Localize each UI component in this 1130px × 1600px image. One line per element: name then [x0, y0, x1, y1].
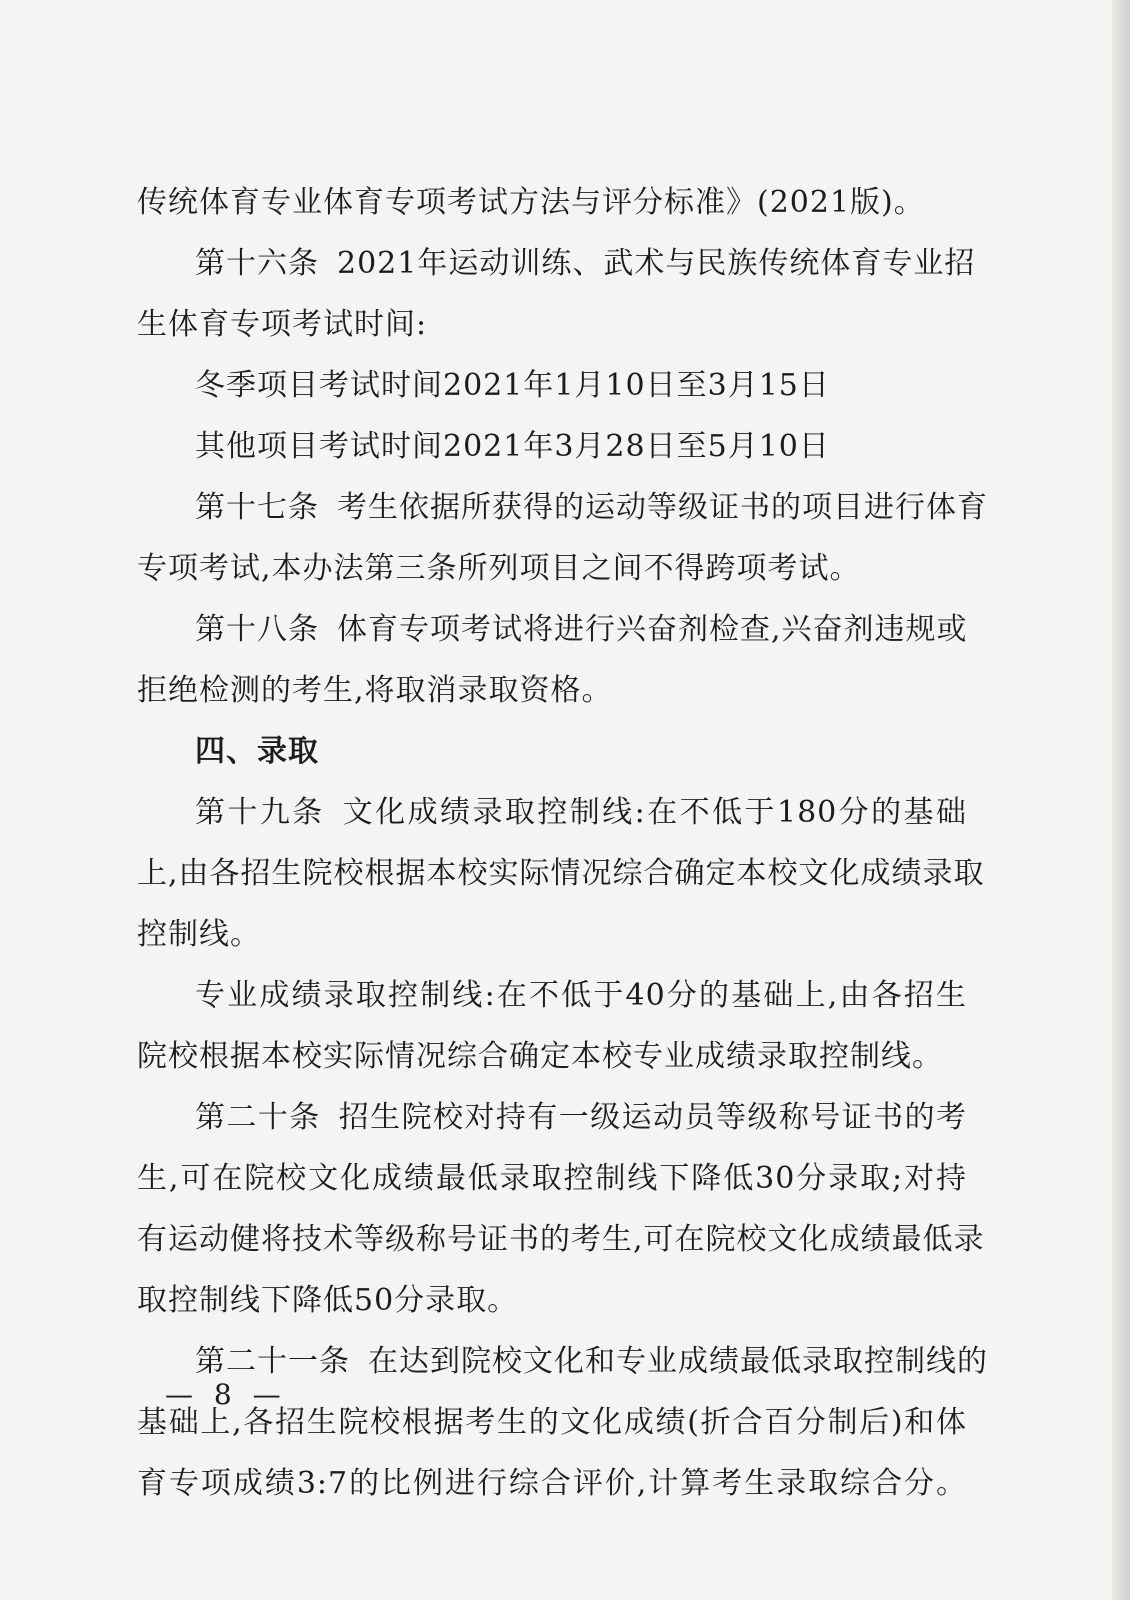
page-edge	[1112, 0, 1130, 1600]
text-line: 其他项目考试时间2021年3月28日至5月10日	[195, 429, 830, 464]
page-number: — 8 —	[165, 1378, 287, 1411]
text-line: 控制线。	[137, 917, 261, 952]
text-line: 育专项成绩3:7的比例进行综合评价,计算考生录取综合分。	[137, 1466, 967, 1501]
article-text: 2021年运动训练、武术与民族传统体育专业招	[337, 246, 976, 281]
article-text: 体育专项考试将进行兴奋剂检查,兴奋剂违规或	[337, 612, 968, 647]
section-heading: 四、录取	[195, 734, 319, 769]
article-text: 在达到院校文化和专业成绩最低录取控制线的	[368, 1344, 988, 1379]
article-18-line	[137, 599, 967, 660]
article-19-line	[137, 782, 967, 843]
article-number: 第十八条	[195, 612, 319, 647]
article-number: 第二十条	[195, 1100, 321, 1135]
text-line: 生体育专项考试时间:	[137, 307, 428, 342]
text-line: 上,由各招生院校根据本校实际情况综合确定本校文化成绩录取	[137, 856, 985, 891]
article-text: 文化成绩录取控制线:在不低于180分的基础	[342, 795, 967, 830]
article-16-line	[137, 233, 976, 294]
article-text: 招生院校对持有一级运动员等级称号证书的考	[338, 1100, 968, 1135]
document-body	[137, 172, 988, 1514]
text-line: 有运动健将技术等级称号证书的考生,可在院校文化成绩最低录	[137, 1222, 985, 1257]
text-line: 取控制线下降低50分录取。	[137, 1283, 519, 1318]
article-text: 考生依据所获得的运动等级证书的项目进行体育	[337, 490, 988, 525]
text-line: 生,可在院校文化成绩最低录取控制线下降低30分录取;对持	[137, 1161, 967, 1196]
text-line: 冬季项目考试时间2021年1月10日至3月15日	[195, 368, 830, 403]
article-number: 第十六条	[195, 246, 319, 281]
article-number: 第十九条	[195, 795, 325, 830]
text-line: 拒绝检测的考生,将取消录取资格。	[137, 673, 613, 708]
text-line: 专业成绩录取控制线:在不低于40分的基础上,由各招生	[195, 978, 967, 1013]
article-number: 第十七条	[195, 490, 319, 525]
article-number: 第二十一条	[195, 1344, 350, 1379]
text-line: 基础上,各招生院校根据考生的文化成绩(折合百分制后)和体	[137, 1405, 967, 1440]
text-line: 专项考试,本办法第三条所列项目之间不得跨项考试。	[137, 551, 861, 586]
article-20-line	[137, 1087, 967, 1148]
article-17-line	[137, 477, 988, 538]
text-line: 传统体育专业体育专项考试方法与评分标准》(2021版)。	[137, 185, 925, 220]
text-line: 院校根据本校实际情况综合确定本校专业成绩录取控制线。	[137, 1039, 943, 1074]
